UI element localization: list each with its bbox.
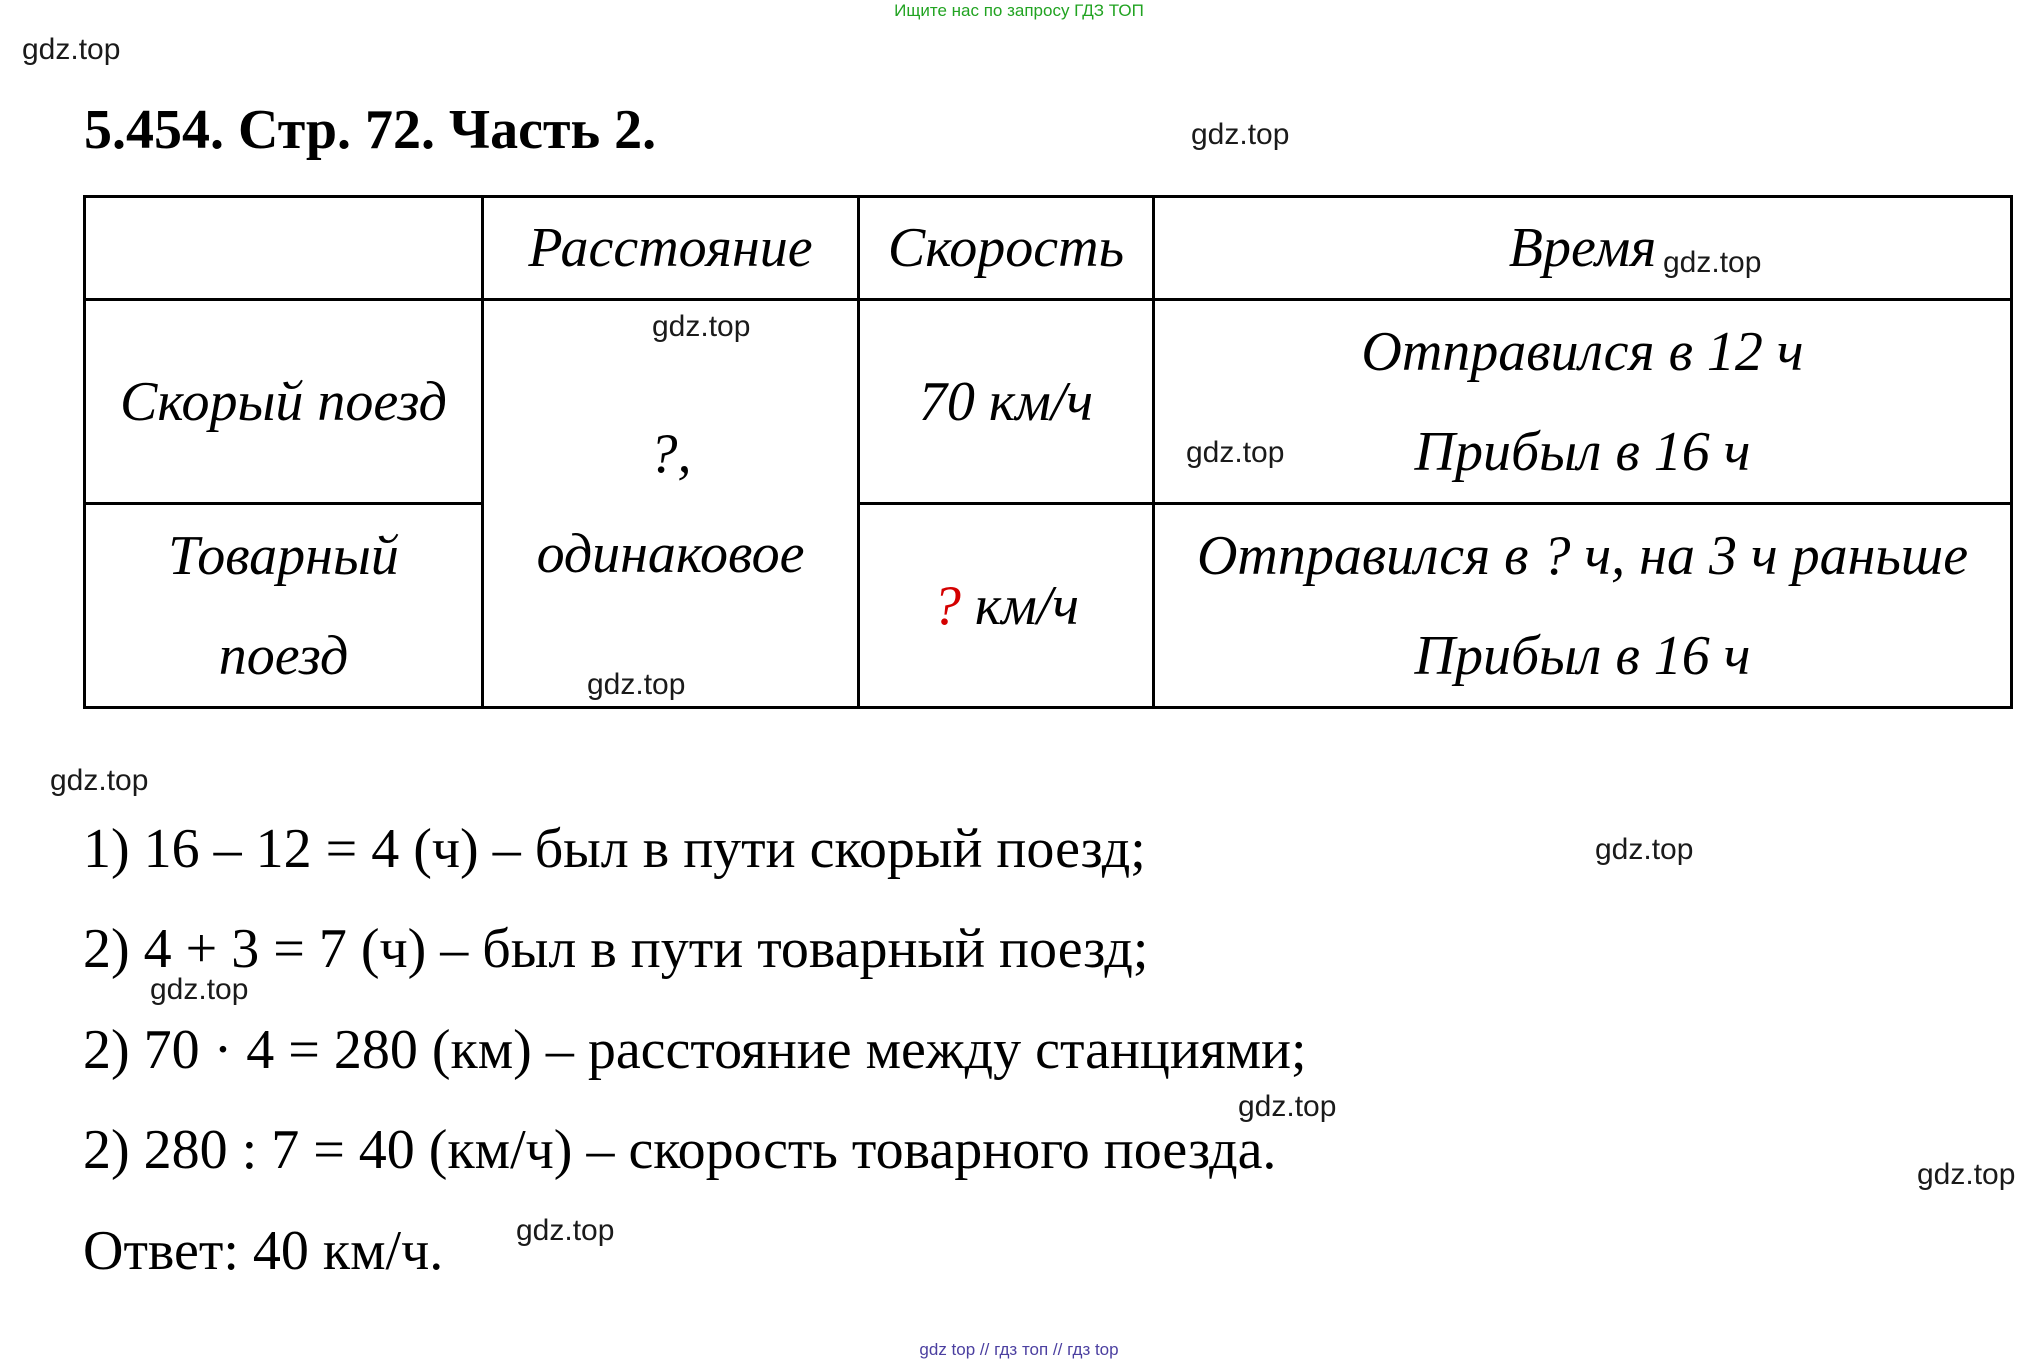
watermark: gdz.top bbox=[150, 973, 249, 1006]
distance-same: одинаковое bbox=[536, 522, 805, 585]
row2-arrival: Прибыл в 16 ч bbox=[1414, 624, 1751, 687]
speed-unit: км/ч bbox=[960, 574, 1080, 637]
watermark: gdz.top bbox=[652, 310, 751, 343]
solution-step-2: 2) 4 + 3 = 7 (ч) – был в пути товарный поезд; bbox=[83, 918, 1149, 980]
header-speed: Скорость bbox=[859, 197, 1154, 300]
row2-departure: Отправился в ? ч, на 3 ч раньше bbox=[1196, 524, 1969, 587]
row2-speed bbox=[859, 504, 1154, 708]
watermark: gdz.top bbox=[1186, 436, 1285, 469]
watermark: gdz.top bbox=[516, 1214, 615, 1247]
header-distance: Расстояние bbox=[483, 197, 859, 300]
solution-step-4: 2) 280 : 7 = 40 (км/ч) – скорость товарного поезда. bbox=[83, 1119, 1277, 1181]
speed-question-mark: ? bbox=[932, 574, 961, 637]
watermark: gdz.top bbox=[1917, 1158, 2016, 1191]
watermark: gdz.top bbox=[1238, 1090, 1337, 1123]
solution-step-1: 1) 16 – 12 = 4 (ч) – был в пути скорый поезд; bbox=[83, 818, 1146, 880]
watermark: gdz.top bbox=[1663, 246, 1762, 279]
watermark: gdz.top bbox=[1191, 118, 1290, 151]
row1-time bbox=[1154, 300, 2012, 504]
distance-cell bbox=[483, 300, 859, 708]
row2-label-line2: поезд bbox=[218, 624, 349, 687]
row2-time bbox=[1154, 504, 2012, 708]
table-row bbox=[85, 504, 2012, 708]
distance-question: ?, bbox=[649, 422, 692, 485]
solution-step-3: 2) 70 · 4 = 280 (км) – расстояние между станциями; bbox=[83, 1019, 1307, 1081]
table-row bbox=[85, 300, 2012, 504]
watermark: gdz.top bbox=[22, 33, 121, 66]
watermark: gdz.top bbox=[50, 764, 149, 797]
row2-label-line1: Товарный bbox=[168, 524, 399, 587]
header-empty bbox=[85, 197, 483, 300]
row1-speed: 70 км/ч bbox=[859, 300, 1154, 504]
header-time: Время bbox=[1154, 197, 2012, 300]
watermark: gdz.top bbox=[587, 668, 686, 701]
row1-arrival: Прибыл в 16 ч bbox=[1414, 420, 1751, 483]
top-banner: Ищите нас по запросу ГДЗ ТОП bbox=[894, 1, 1144, 20]
row2-label bbox=[85, 504, 483, 708]
answer: Ответ: 40 км/ч. bbox=[83, 1220, 444, 1282]
footer-links: gdz top // гдз топ // гдз top bbox=[919, 1340, 1119, 1359]
watermark: gdz.top bbox=[1595, 833, 1694, 866]
row1-label: Скорый поезд bbox=[85, 300, 483, 504]
row1-departure: Отправился в 12 ч bbox=[1361, 320, 1804, 383]
page-title: 5.454. Стр. 72. Часть 2. bbox=[84, 99, 657, 161]
